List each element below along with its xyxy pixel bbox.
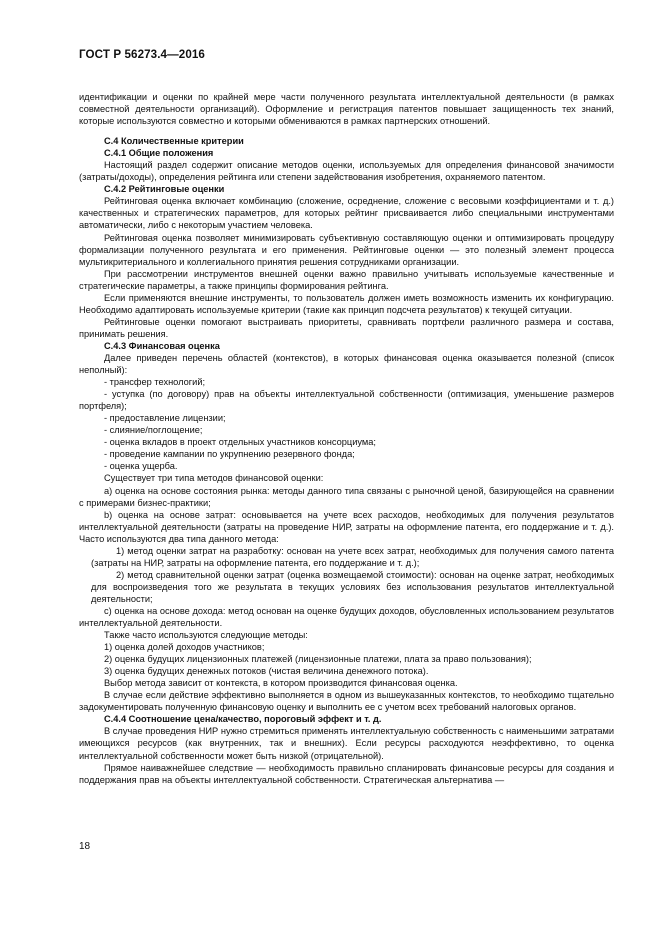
list-item: - слияние/поглощение;: [104, 425, 203, 436]
list-item: c) оценка на основе дохода: метод основан на оценке будущих доходов, обусловленных использованием результатов интеллектуальной деятельности.: [79, 605, 614, 629]
list-item: - уступка (по договору) прав на объекты интеллектуальной собственности (оптимизация, уменьшение размеров портфеля);: [79, 389, 614, 412]
list-item: - оценка ущерба.: [104, 461, 178, 472]
paragraph: В случае если действие эффективно выполняется в одном из вышеуказанных контекстов, то необходимо тщательно задокументировать полученную финансовую оценку и выполнить ее с учетом всех требований налоговых органов.: [79, 690, 614, 713]
paragraph: Также часто используются следующие методы:: [104, 630, 308, 641]
paragraph: идентификации и оценки по крайней мере части полученного результата интеллектуальной деятельности (в рамках совместной деятельности организаций). Оформление и регистрация патентов повышает защищенность тех знаний, которые используются совместно и которыми обмениваются в рамках партнерских отношений.: [79, 92, 614, 127]
paragraph: При рассмотрении инструментов внешней оценки важно правильно учитывать используемые качественные и стратегические параметры, а также принципы формирования рейтинга.: [79, 268, 614, 291]
subsection-heading: С.4.3 Финансовая оценка: [104, 340, 220, 351]
list-item: 1) метод оценки затрат на разработку: основан на учете всех затрат, необходимых для получения самого патента (затраты на НИР, затраты на оформление патента, его поддержание и т. д.);: [91, 545, 614, 568]
section-heading: С.4 Количественные критерии: [104, 136, 244, 147]
page-number: 18: [79, 841, 91, 852]
subsection-heading: С.4.1 Общие положения: [104, 148, 214, 159]
list-item: b) оценка на основе затрат: основывается на учете всех расходов, необходимых для получения результатов интеллектуальной деятельности (затраты на проведение НИР, затраты на оформление патента, его поддержание и т. д.). Часто используются два типа данного метода:: [79, 509, 614, 544]
list-item: 2) метод сравнительной оценки затрат (оценка возмещаемой стоимости): основан на оценке затрат, необходимых для воспроизведения того же результата в текущих условиях без использования результатов интеллектуальной деятельности;: [91, 569, 614, 604]
paragraph: Настоящий раздел содержит описание методов оценки, используемых для определения финансовой значимости (затраты/доходы), определения рейтинга или степени задействования изобретения, охраняемого патентом.: [79, 160, 614, 183]
list-item: 3) оценка будущих денежных потоков (чистая величина денежного потока).: [104, 666, 429, 677]
subsection-heading: С.4.2 Рейтинговые оценки: [104, 184, 225, 195]
list-item: a) оценка на основе состояния рынка: методы данного типа связаны с рыночной ценой, базирующейся на сравнении с примерами бизнес-практики;: [79, 485, 614, 508]
list-item: 1) оценка долей доходов участников;: [104, 642, 265, 653]
list-item: - оценка вкладов в проект отдельных участников консорциума;: [104, 437, 376, 448]
paragraph: Рейтинговые оценки помогают выстраивать приоритеты, сравнивать портфели различного размера и состава, принимать решения.: [79, 316, 614, 339]
paragraph: Если применяются внешние инструменты, то пользователь должен иметь возможность изменить их конфигурацию. Необходимо адаптировать используемые критерии (такие как принцип подсчета результатов) к текущей ситуации.: [79, 292, 614, 315]
list-item: - предоставление лицензии;: [104, 413, 226, 424]
paragraph: Рейтинговая оценка позволяет минимизировать субъективную составляющую оценки и оптимизировать процедуру формализации полученного результата и его применения. Рейтинговые оценки — это полезный элемент процесса мультикритериального и коллегиального принятия решения сотрудниками организации.: [79, 232, 614, 267]
paragraph: Далее приведен перечень областей (контекстов), в которых финансовая оценка оказывается полезной (список неполный):: [79, 352, 614, 376]
list-item: - проведение кампании по укрупнению резервного фонда;: [104, 449, 355, 460]
paragraph: Выбор метода зависит от контекста, в котором производится финансовая оценка.: [104, 678, 458, 689]
paragraph: Рейтинговая оценка включает комбинацию (сложение, осреднение, сложение с весовыми коэффициентами и т. д.) качественных и стратегических параметров, для которых рейтинг присваивается либо специальными инструментами автоматически, либо с некоторым участием человека.: [79, 196, 614, 231]
document-header: ГОСТ Р 56273.4—2016: [79, 48, 205, 61]
page-content: [79, 91, 614, 786]
list-item: - трансфер технологий;: [104, 377, 206, 388]
paragraph: Существует три типа методов финансовой оценки:: [104, 473, 324, 484]
paragraph: В случае проведения НИР нужно стремиться применять интеллектуальную собственность с наименьшими затратами имеющихся ресурсов (как внутренних, так и внешних). Если ресурсы расходуются неэффективно, то оценка интеллектуальной собственности может быть низкой (отрицательной).: [79, 726, 614, 761]
list-item: 2) оценка будущих лицензионных платежей (лицензионные платежи, плата за право пользования);: [104, 654, 532, 665]
paragraph: Прямое наиважнейшее следствие — необходимость правильно спланировать финансовые ресурсы для создания и поддержания прав на объекты интеллектуальной собственности. Стратегическая альтернатива —: [79, 762, 614, 785]
subsection-heading: С.4.4 Соотношение цена/качество, пороговый эффект и т. д.: [104, 714, 382, 725]
